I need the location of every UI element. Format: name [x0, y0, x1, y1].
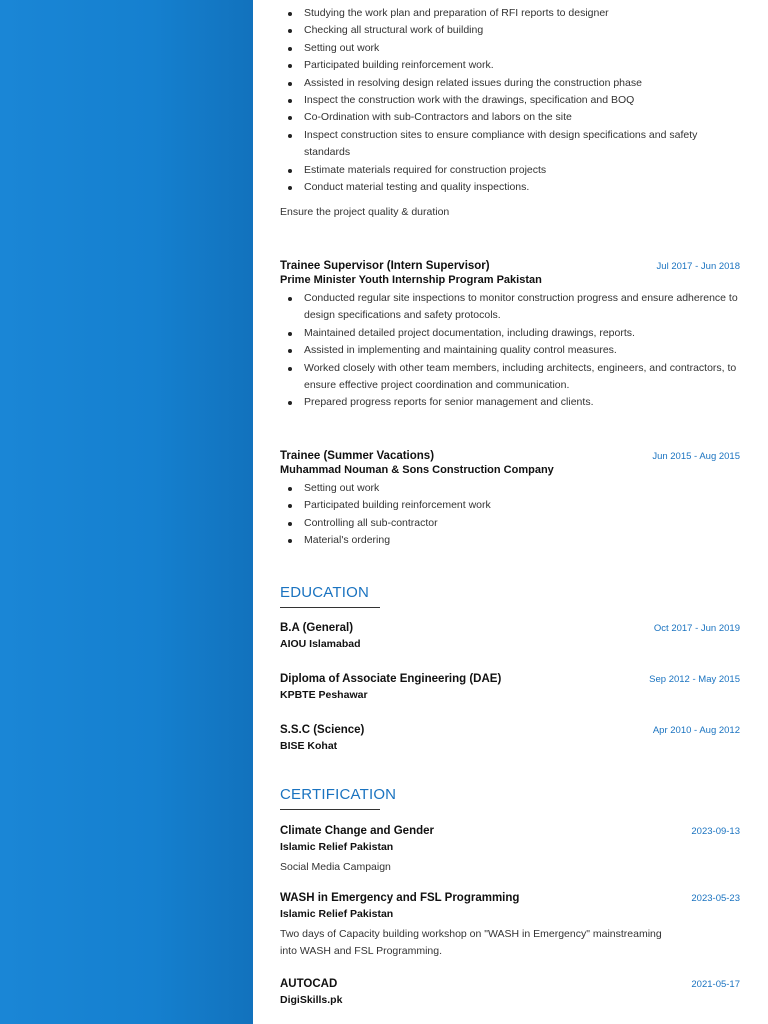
section-title: CERTIFICATION	[280, 786, 397, 803]
list-item: Prepared progress reports for senior management and clients.	[304, 394, 740, 411]
sidebar-panel	[0, 0, 253, 1024]
education-entry	[280, 671, 740, 703]
list-item: Participated building reinforcement work.	[304, 57, 740, 74]
job-date: Jul 2017 - Jun 2018	[656, 261, 740, 272]
list-item: Assisted in implementing and maintaining quality control measures.	[304, 342, 740, 359]
job-date: Jun 2015 - Aug 2015	[652, 451, 740, 462]
degree-name: S.S.C (Science)	[280, 724, 365, 736]
certification-entry	[280, 823, 740, 876]
section-divider	[280, 809, 380, 810]
certification-date: 2023-05-23	[691, 893, 740, 904]
certification-name: WASH in Emergency and FSL Programming	[280, 892, 520, 904]
education-date: Apr 2010 - Aug 2012	[652, 725, 740, 736]
experience-continued	[280, 5, 740, 221]
experience-note: Ensure the project quality & duration	[280, 206, 450, 219]
certification-name: Climate Change and Gender	[280, 825, 435, 837]
job-title: Trainee Supervisor (Intern Supervisor)	[280, 260, 490, 272]
list-item: Conduct material testing and quality inspections.	[304, 179, 740, 196]
certification-section-header	[280, 786, 396, 810]
education-entry	[280, 620, 740, 652]
certification-date: 2023-09-13	[691, 826, 740, 837]
education-date: Sep 2012 - May 2015	[649, 674, 740, 685]
job-bullet-list	[280, 290, 740, 412]
list-item: Inspect the construction work with the drawings, specification and BOQ	[304, 92, 740, 109]
institution-name: BISE Kohat	[280, 740, 338, 752]
job-title: Trainee (Summer Vacations)	[280, 450, 435, 462]
certification-issuer: Islamic Relief Pakistan	[280, 908, 394, 920]
list-item: Conducted regular site inspections to monitor construction progress and ensure adherence to design specifications and safety protocols.	[304, 290, 740, 325]
job-company: Prime Minister Youth Internship Program Pakistan	[280, 274, 542, 286]
institution-name: KPBTE Peshawar	[280, 689, 368, 701]
certification-name: AUTOCAD	[280, 978, 338, 990]
education-entry	[280, 722, 740, 754]
education-date: Oct 2017 - Jun 2019	[653, 623, 740, 634]
list-item: Setting out work	[304, 480, 740, 497]
certification-issuer: Islamic Relief Pakistan	[280, 841, 394, 853]
education-section-header	[280, 584, 380, 608]
certification-entry	[280, 890, 740, 960]
job-bullet-list	[280, 480, 740, 550]
certification-entry	[280, 976, 740, 1008]
experience-bullet-list	[280, 5, 740, 196]
section-title: EDUCATION	[280, 584, 370, 601]
list-item: Co-Ordination with sub-Contractors and labors on the site	[304, 109, 740, 126]
degree-name: B.A (General)	[280, 622, 354, 634]
list-item: Checking all structural work of building	[304, 22, 740, 39]
job-company: Muhammad Nouman & Sons Construction Company	[280, 464, 554, 476]
job-entry	[280, 450, 740, 550]
certification-date: 2021-05-17	[691, 979, 740, 990]
list-item: Assisted in resolving design related issues during the construction phase	[304, 75, 740, 92]
list-item: Controlling all sub-contractor	[304, 515, 740, 532]
degree-name: Diploma of Associate Engineering (DAE)	[280, 673, 502, 685]
job-entry	[280, 260, 740, 412]
institution-name: AIOU Islamabad	[280, 638, 361, 650]
certification-description: Social Media Campaign	[280, 861, 391, 873]
list-item: Studying the work plan and preparation of RFI reports to designer	[304, 5, 740, 22]
section-divider	[280, 607, 380, 608]
list-item: Maintained detailed project documentation, including drawings, reports.	[304, 325, 740, 342]
list-item: Participated building reinforcement work	[304, 497, 740, 514]
list-item: Inspect construction sites to ensure compliance with design specifications and safety standards	[304, 127, 740, 162]
certification-description: Two days of Capacity building workshop on "WASH in Emergency" mainstreaming into WASH and FSL Programming.	[280, 928, 662, 957]
certification-issuer: DigiSkills.pk	[280, 994, 343, 1006]
list-item: Estimate materials required for construction projects	[304, 162, 740, 179]
list-item: Setting out work	[304, 40, 740, 57]
list-item: Material's ordering	[304, 532, 740, 549]
list-item: Worked closely with other team members, including architects, engineers, and contractors, to ensure effective project coordination and communication.	[304, 360, 740, 395]
